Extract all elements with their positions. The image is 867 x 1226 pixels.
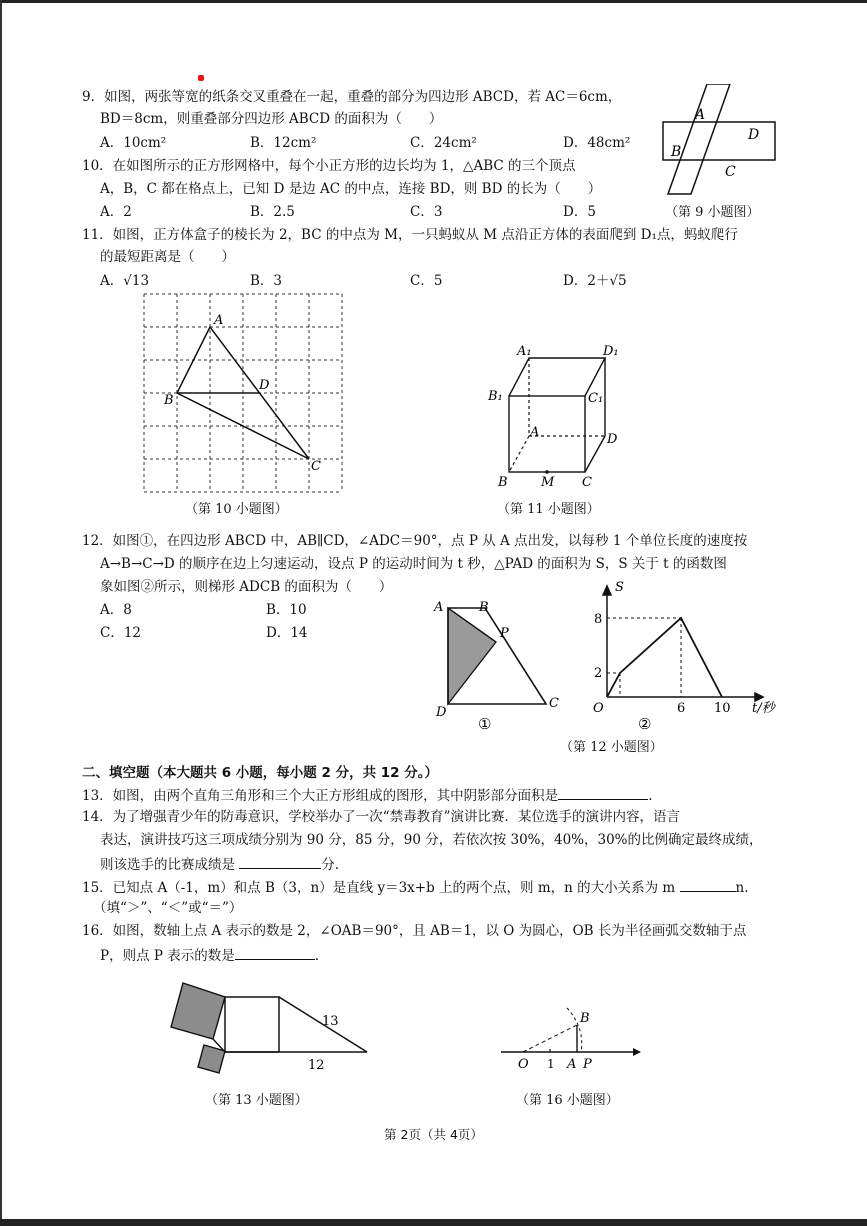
q10-option-a: A．2 (100, 204, 132, 220)
q11-option-a: A．√13 (100, 273, 150, 289)
q10-option-c: C．3 (410, 204, 443, 220)
q9-label-c: C (725, 164, 736, 180)
q10-label-a: A (214, 313, 224, 328)
page-top-edge (0, 0, 867, 3)
q13-answer-blank[interactable] (558, 785, 648, 800)
q9-label-a: A (695, 107, 706, 123)
q9-text-line1: 9．如图，两张等宽的纸条交叉重叠在一起，重叠的部分为四边形 ABCD，若 AC＝6cm， (82, 89, 622, 105)
q11-label-a: A (530, 425, 540, 440)
q12-fig2-label-o: O (593, 701, 604, 716)
q11-label-b: B (498, 475, 508, 490)
q16-label-b: B (580, 1011, 590, 1026)
q12-text-line2: A→B→C→D 的顺序在边上匀速运动，设点 P 的运动时间为 t 秒，△PAD 的面积为 S，S 关于 t 的函数图 (100, 556, 727, 572)
q9-option-c: C．24cm² (410, 135, 477, 151)
q12-fig2-tick-10: 10 (714, 701, 731, 716)
q12-fig1-label-p: P (500, 626, 509, 641)
q14-text-line3b: 分. (321, 857, 340, 873)
q12-fig1-label-c: C (549, 696, 559, 711)
q11-label-d1: D₁ (603, 344, 619, 359)
section2-title: 二、填空题（本大题共 6 小题，每小题 2 分，共 12 分。） (82, 765, 439, 781)
q16-answer-blank[interactable] (235, 945, 315, 960)
q13-text-end: . (648, 788, 653, 804)
q9-caption: （第 9 小题图） (665, 205, 760, 220)
q16-caption: （第 16 小题图） (516, 1093, 619, 1108)
q10-figure (138, 290, 348, 496)
red-ink-mark (198, 75, 204, 81)
q9-label-d: D (748, 127, 760, 143)
q12-caption: （第 12 小题图） (560, 740, 663, 755)
q11-figure (485, 340, 635, 490)
q11-label-b1: B₁ (488, 389, 503, 404)
q12-option-b: B．10 (266, 602, 307, 618)
q16-figure (495, 1000, 645, 1080)
q11-label-a1: A₁ (517, 344, 532, 359)
q10-caption: （第 10 小题图） (185, 502, 288, 517)
q12-figure2 (585, 573, 785, 733)
q12-option-a: A．8 (100, 602, 132, 618)
q11-label-c: C (582, 475, 592, 490)
q16-text-line2b: . (314, 948, 320, 964)
q9-figure (655, 84, 795, 204)
q16-label-p: P (583, 1057, 592, 1072)
q11-caption: （第 11 小题图） (497, 502, 600, 517)
q14-text-line2: 表达，演讲技巧这三项成绩分别为 90 分，85 分，90 分，若依次按 30%，40%，30%的比例确定最终成绩， (100, 832, 763, 848)
q15-text-line1a: 15．已知点 A（-1，m）和点 B（3，n）是直线 y＝3x+b 上的两个点，则 m，n 的大小关系为 m (82, 880, 680, 896)
q10-option-b: B．2.5 (250, 204, 295, 220)
q12-fig1-label-a: A (434, 600, 444, 615)
q12-fig2-tick-6: 6 (677, 701, 686, 716)
q10-option-d: D．5 (563, 204, 596, 220)
q16-label-a: A (567, 1057, 577, 1072)
q12-fig1-label-d: D (436, 705, 447, 720)
q9-option-a: A．10cm² (100, 135, 167, 151)
q12-fig1-number: ① (478, 715, 492, 733)
q13-text (82, 785, 652, 805)
q12-fig1-label-b: B (479, 600, 489, 615)
q11-text-line1: 11．如图，正方体盒子的棱长为 2，BC 的中点为 M，一只蚂蚁从 M 点沿正方体的表面爬到 D₁点，蚂蚁爬行 (82, 227, 738, 243)
q11-label-m: M (541, 475, 555, 490)
q12-option-c: C．12 (100, 625, 142, 641)
q10-label-b: B (164, 393, 174, 408)
q10-text-line2: A，B，C 都在格点上，已知 D 是边 AC 的中点，连接 BD，则 BD 的长为（ ） (100, 181, 602, 197)
q15-text-line2: （填“＞”、“＜”或“＝”） (93, 900, 243, 916)
q13-figure (155, 975, 380, 1080)
q10-label-c: C (311, 459, 321, 474)
q13-caption: （第 13 小题图） (205, 1093, 308, 1108)
q14-answer-blank[interactable] (239, 854, 321, 869)
q13-text-body: 13．如图，由两个直角三角形和三个大正方形组成的图形，其中阴影部分面积是 (82, 788, 559, 804)
q14-text-line3 (100, 854, 339, 874)
q16-text-line2a: P，则点 P 表示的数是 (100, 948, 235, 964)
q10-label-d: D (259, 378, 270, 393)
q9-text-line2: BD＝8cm，则重叠部分四边形 ABCD 的面积为（ ） (100, 111, 443, 127)
page-bottom-edge (0, 1219, 867, 1226)
q9-option-b: B．12cm² (250, 135, 317, 151)
q11-label-d: D (607, 432, 618, 447)
q15-answer-blank[interactable] (680, 877, 736, 892)
q13-label-12: 12 (308, 1058, 325, 1073)
q12-fig2-label-t: t/秒 (752, 701, 775, 716)
q16-text-line1: 16．如图，数轴上点 A 表示的数是 2，∠OAB＝90°，且 AB＝1，以 O 为圆心，OB 长为半径画弧交数轴于点 (82, 923, 747, 939)
page-footer: 第 2页（共 4页） (384, 1127, 483, 1142)
q14-text-line1: 14．为了增强青少年的防毒意识，学校举办了一次“禁毒教育”演讲比赛．某位选手的演讲内容，语言 (82, 809, 680, 825)
q11-option-b: B．3 (250, 273, 283, 289)
q14-text-line3a: 则该选手的比赛成绩是 (100, 857, 240, 873)
q12-fig2-number: ② (638, 715, 652, 733)
q12-fig2-tick-2: 2 (594, 666, 603, 681)
q16-label-1: 1 (547, 1057, 555, 1071)
q12-text-line3: 象如图②所示，则梯形 ADCB 的面积为（ ） (100, 579, 393, 595)
q15-text-line1 (82, 877, 749, 897)
q9-label-b: B (671, 144, 682, 160)
q16-label-o: O (518, 1057, 529, 1072)
q10-text-line1: 10．在如图所示的正方形网格中，每个小正方形的边长均为 1，△ABC 的三个顶点 (82, 158, 576, 174)
q16-text-line2 (100, 945, 319, 965)
q11-option-d: D．2＋√5 (563, 273, 627, 289)
q15-text-line1b: n. (735, 880, 749, 896)
q11-option-c: C．5 (410, 273, 443, 289)
q12-figure1 (428, 595, 568, 735)
q12-text-line1: 12．如图①，在四边形 ABCD 中，AB∥CD，∠ADC＝90°，点 P 从 A 点出发，以每秒 1 个单位长度的速度按 (82, 533, 748, 549)
q9-option-d: D．48cm² (563, 135, 631, 151)
page-left-edge (0, 0, 2, 1226)
q12-option-d: D．14 (266, 625, 308, 641)
q11-label-c1: C₁ (588, 391, 604, 406)
q11-text-line2: 的最短距离是（ ） (100, 249, 235, 265)
q13-label-13: 13 (322, 1014, 339, 1029)
q12-fig2-tick-8: 8 (594, 612, 603, 627)
q12-fig2-label-s: S (615, 580, 624, 595)
